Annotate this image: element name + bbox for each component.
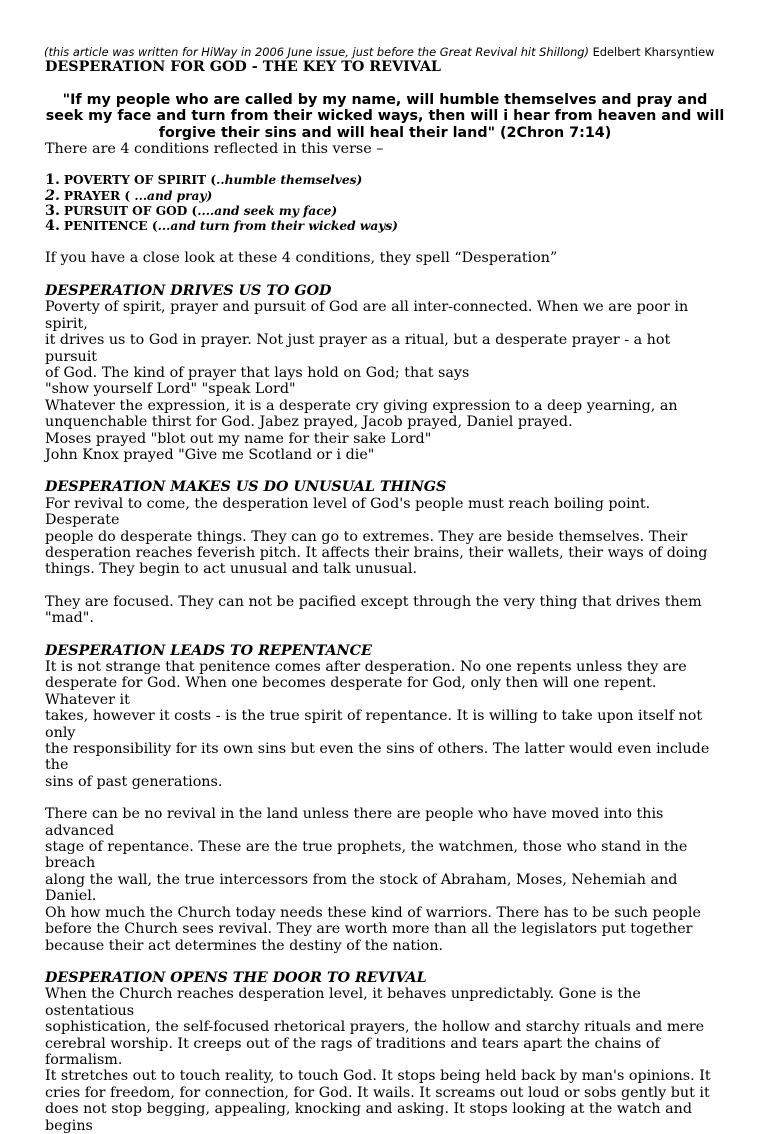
author-name: Edelbert Kharsyntiew <box>592 45 715 59</box>
text-line: along the wall, the true intercessors from the stock of Abraham, Moses, Nehemiah and Daniel. <box>45 871 678 905</box>
section-heading: DESPERATION DRIVES US TO GOD <box>45 282 332 299</box>
text-line: cries for freedom, for connection, for God. It wails. It screams out loud or sobs gently but it <box>45 1084 710 1101</box>
section-heading: DESPERATION LEADS TO REPENTANCE <box>45 642 372 659</box>
text-line: desperation reaches feverish pitch. It affects their brains, their wallets, their ways of doing <box>45 544 708 561</box>
text-line: Moses prayed "blot out my name for their sake Lord" <box>45 430 432 447</box>
article-sections <box>45 283 725 1134</box>
text-line: it drives us to God in prayer. Not just prayer as a ritual, but a desperate prayer - a hot pursuit <box>45 332 671 365</box>
condition-label: PENITENCE ( <box>63 219 158 234</box>
body-paragraph <box>45 496 725 578</box>
text-line: the responsibility for its own sins but even the sins of others. The latter would even include the <box>45 741 710 774</box>
text-line: For revival to come, the desperation level of God's people must reach boiling point. Desperate <box>45 495 651 529</box>
body-paragraph <box>45 986 725 1134</box>
body-paragraph <box>45 594 725 627</box>
article-section <box>45 643 725 954</box>
condition-phrase: ...and turn from their wicked ways) <box>157 219 398 234</box>
text-line: It stretches out to touch reality, to touch God. It stops being held back by man's opinions. It <box>45 1068 711 1085</box>
condition-number: 2. <box>45 187 60 204</box>
section-heading: DESPERATION OPENS THE DOOR TO REVIVAL <box>45 969 427 986</box>
text-line: takes, however it costs - is the true spirit of repentance. It is willing to take upon itself not only <box>45 708 703 741</box>
text-line: things. They begin to act unusual and talk unusual. <box>45 561 418 578</box>
text-line: "mad". <box>45 610 94 627</box>
text-line: stage of repentance. These are the true prophets, the watchmen, those who stand in the breach <box>45 839 688 872</box>
condition-number: 4. <box>45 218 60 235</box>
editor-note <box>44 45 725 59</box>
article-section <box>45 970 725 1134</box>
condition-label: PURSUIT OF GOD ( <box>63 203 198 218</box>
text-line: There can be no revival in the land unless there are people who have moved into this advanced <box>45 806 664 839</box>
condition-phrase: ...and pray) <box>134 188 213 203</box>
condition-label: POVERTY OF SPIRIT ( <box>63 173 217 188</box>
body-paragraph <box>45 299 725 463</box>
editor-note-text: (this article was written for HiWay in 2006 June issue, just before the Great Revival hit Shillong) <box>44 45 589 59</box>
section-heading: DESPERATION MAKES US DO UNUSUAL THINGS <box>45 479 447 496</box>
condition-number: 3. <box>45 202 60 219</box>
spell-sentence: If you have a close look at these 4 conditions, they spell “Desperation” <box>45 250 558 267</box>
text-line: It is not strange that penitence comes after desperation. No one repents unless they are <box>45 659 687 676</box>
text-line: does not stop begging, appealing, knocking and asking. It stops looking at the watch and begins <box>45 1101 693 1134</box>
text-line: Poverty of spirit, prayer and pursuit of God are all inter-connected. When we are poor in spirit, <box>45 299 689 332</box>
body-paragraph <box>45 659 725 790</box>
text-line: "show yourself Lord" "speak Lord" <box>45 381 296 398</box>
condition-item <box>45 189 725 204</box>
text-line: unquenchable thirst for God. Jabez prayed, Jacob prayed, Daniel prayed. <box>45 414 573 431</box>
text-line: because their act determines the destiny of the nation. <box>45 937 444 954</box>
text-line: cerebral worship. It creeps out of the rags of traditions and tears apart the chains of formalism. <box>45 1035 660 1068</box>
conditions-list <box>45 173 725 234</box>
article-section <box>45 283 725 463</box>
text-line: sins of past generations. <box>45 773 223 790</box>
condition-item <box>45 204 725 219</box>
text-line: sophistication, the self-focused rhetorical prayers, the hollow and starchy rituals and mere <box>45 1019 705 1036</box>
conditions-intro: There are 4 conditions reflected in this verse – <box>45 140 384 157</box>
text-line: They are focused. They can not be pacified except through the very thing that drives them <box>45 593 702 610</box>
text-line: Whatever the expression, it is a desperate cry giving expression to a deep yearning, an <box>45 397 678 414</box>
text-line: Oh how much the Church today needs these kind of warriors. There has to be such people <box>45 904 701 921</box>
document-page <box>45 45 725 1134</box>
text-line: before the Church sees revival. They are worth more than all the legislators put together <box>45 921 693 938</box>
condition-item <box>45 173 725 188</box>
article-section <box>45 479 725 626</box>
text-line: John Knox prayed "Give me Scotland or i die" <box>45 446 375 463</box>
condition-label: PRAYER ( <box>63 188 135 203</box>
text-line: people do desperate things. They can go to extremes. They are beside themselves. Their <box>45 528 688 545</box>
article-title: DESPERATION FOR GOD - THE KEY TO REVIVAL <box>45 59 441 75</box>
text-line: of God. The kind of prayer that lays hold on God; that says <box>45 364 470 381</box>
condition-phrase: ..humble themselves) <box>216 173 363 188</box>
condition-phrase: ....and seek my face) <box>197 203 338 218</box>
condition-item <box>45 219 725 234</box>
scripture-quote: "If my people who are called by my name, will humble themselves and pray and seek my face and turn from their wicked ways, then will i hear from heaven and will forgive their sins and will heal their land" (2Chron 7:14) <box>45 92 725 141</box>
text-line: desperate for God. When one becomes desperate for God, only then will one repent. Whatever it <box>45 675 657 708</box>
text-line: When the Church reaches desperation level, it behaves unpredictably. Gone is the ostentatious <box>45 986 641 1019</box>
body-paragraph <box>45 806 725 954</box>
condition-number: 1. <box>45 172 60 189</box>
